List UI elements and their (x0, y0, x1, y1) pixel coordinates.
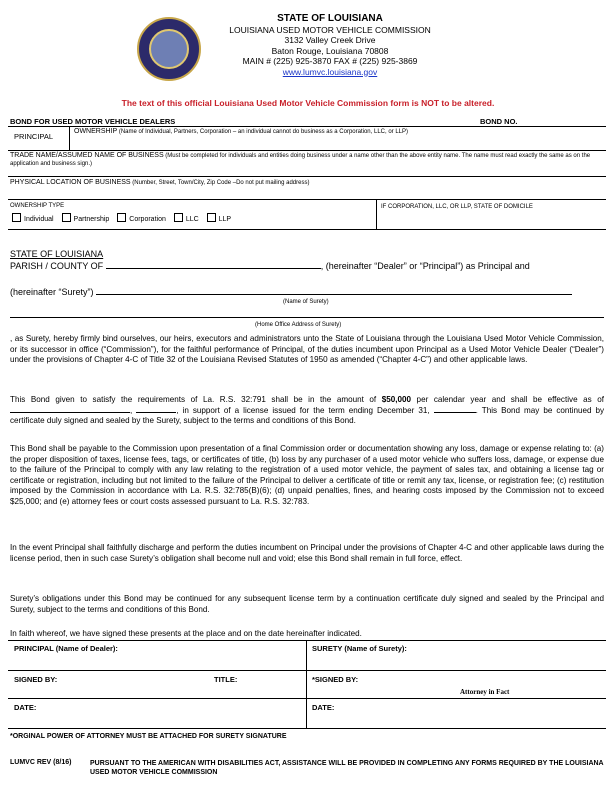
term-year-input[interactable] (434, 412, 476, 413)
paragraph-surety-binding: , as Surety, hereby firmly bind ourselves, our heirs, executors and administrators unto the State of Louisiana through the Louisiana Used Motor Vehicle Commission, or its successor in office (“Commission”), for the faithful performance of Principal, of the duties incumbent upon Principal as a Used Motor Vehicle Dealer (“Dealer”) under the provisions of Chapter 4-C of Title 32 of the Louisiana Revised Statutes of 1950 as amended (“Chapter 4-C”) and other applicable laws. (10, 334, 604, 365)
power-of-attorney-note: *ORGINAL POWER OF ATTORNEY MUST BE ATTACHED FOR SURETY SIGNATURE (10, 733, 287, 740)
commission-name: LOUISIANA USED MOTOR VEHICLE COMMISSION (229, 24, 431, 35)
surety-name-input[interactable] (96, 294, 572, 295)
individual-checkbox[interactable] (12, 213, 21, 222)
principal-title-field[interactable]: TITLE: (214, 675, 238, 684)
home-office-caption: (Home Office Address of Surety) (255, 322, 342, 328)
warning-text: The text of this official Louisiana Used Motor Vehicle Commission form is NOT to be altered. (121, 98, 495, 108)
llc-checkbox[interactable] (174, 213, 183, 222)
city-address: Baton Rouge, Louisiana 70808 (271, 45, 389, 56)
surety-line: (hereinafter “Surety”) (10, 287, 572, 297)
principal-date-field[interactable]: DATE: (14, 703, 37, 712)
physical-location-field[interactable]: PHYSICAL LOCATION OF BUSINESS (Number, Street, Town/City, Zip Code –Do not put mailing address) (10, 179, 310, 186)
ownership-type-label: OWNERSHIP TYPE (10, 203, 65, 209)
principal-label: PRINCIPAL (14, 132, 54, 141)
name-of-surety-caption: (Name of Surety) (283, 299, 329, 305)
principal-name-field[interactable]: PRINCIPAL (Name of Dealer): (14, 644, 118, 653)
body-state: STATE OF LOUISIANA (10, 249, 104, 259)
bond-no-label: BOND NO. (480, 117, 518, 126)
partnership-checkbox[interactable] (62, 213, 71, 222)
surety-name-field[interactable]: SURETY (Name of Surety): (312, 644, 407, 653)
street-address: 3132 Valley Creek Drive (284, 35, 376, 45)
parish-line: PARISH / COUNTY OF , (hereinafter “Dealer” or “Principal”) as Principal and (10, 261, 530, 271)
surety-date-field[interactable]: DATE: (312, 703, 335, 712)
bond-title: BOND FOR USED MOTOR VEHICLE DEALERS (10, 117, 176, 126)
state-name: STATE OF LOUISIANA (277, 13, 383, 24)
effective-date-input[interactable] (10, 412, 130, 413)
ada-notice: PURSUANT TO THE AMERICAN WITH DISABILITIES ACT, ASSISTANCE WILL BE PROVIDED IN COMPLETING ANY FORMS REQUIRED BY THE LOUISIANA USED MOTOR VEHICLE COMMISSION (90, 760, 604, 776)
letterhead (200, 14, 460, 77)
ownership-type-options: Individual Partnership Corporation LLC LLP (6, 213, 231, 223)
paragraph-payable-terms: This Bond shall be payable to the Commission upon presentation of a final Commission order or documentation showing any loss, damage or expense relating to: (a) the proper disposition of taxes, license fees, tags, or certificates of title, (b) loss by any purchaser of a used motor vehicle who suffers loss, damage, or expense due to the failure of the Principal to comply with any law relating to the registration of a used motor vehicle, the payment of sales tax, and obtaining a license tag or certificate or registration, including but not limited to the failure of the Principal to deliver a certificate of title or remit any tax, license, or registration fee; (c) restitution imposed by the Commission in accordance with La. R.S. 32:785(B)(6); (d) unpaid penalties, fines, and hearing costs imposed by the Commission not to exceed $25,000; and (e) attorney fees or court costs assessed pursuant to La. R.S. 32:783. (10, 444, 604, 506)
surety-signed-by-field[interactable]: *SIGNED BY: (312, 675, 359, 684)
principal-signed-by-field[interactable]: SIGNED BY: (14, 675, 58, 684)
phone-fax: MAIN # (225) 925-3870 FAX # (225) 925-3869 (242, 56, 418, 66)
paragraph-in-faith: In faith whereof, we have signed these presents at the place and on the date hereinafter indicated. (10, 629, 362, 638)
state-seal-icon (137, 17, 201, 81)
effective-year-input[interactable] (136, 412, 176, 413)
ownership-field[interactable]: OWNERSHIP (Name of Individual, Partners, Corporation – an individual cannot do business as a Corporation, LLC, or LLP) (74, 128, 408, 135)
paragraph-continuation: Surety’s obligations under this Bond may be continued for any subsequent license term by a continuation certificate duly signed and sealed by the Principal and Surety, subject to the terms and conditions of this Bond. (10, 594, 604, 614)
llp-checkbox[interactable] (207, 213, 216, 222)
attorney-in-fact-caption: Attorney in Fact (460, 688, 510, 696)
corporation-checkbox[interactable] (117, 213, 126, 222)
form-revision: LUMVC REV (8/16) (10, 759, 72, 766)
domicile-field[interactable]: IF CORPORATION, LLC, OR LLP, STATE OF DOMICILE (381, 204, 533, 210)
website-link[interactable]: www.lumvc.louisiana.gov (282, 66, 378, 77)
paragraph-discharge: In the event Principal shall faithfully discharge and perform the duties incumbent on Principal under the provisions of Chapter 4-C and other applicable laws during the license period, then in such case Surety’s obligation shall become null and void; else this Bond shall remain in full force, effect. (10, 543, 604, 563)
paragraph-bond-amount: This Bond given to satisfy the requirements of La. R.S. 32:791 shall be in the amount of $50,000 per calendar year and shall be effective as of , , in support of a license issued for the term ending December 31, . This Bond may be continued by certificate duly signed and sealed by the Surety, subject to the terms and conditions of this Bond. (10, 395, 605, 426)
parish-input[interactable] (106, 268, 321, 269)
trade-name-field[interactable]: TRADE NAME/ASSUMED NAME OF BUSINESS (Must be completed for individuals and entities doing business under a name other than the above entity name. The name must read exactly the same as on the application and business sign.) (10, 152, 591, 167)
